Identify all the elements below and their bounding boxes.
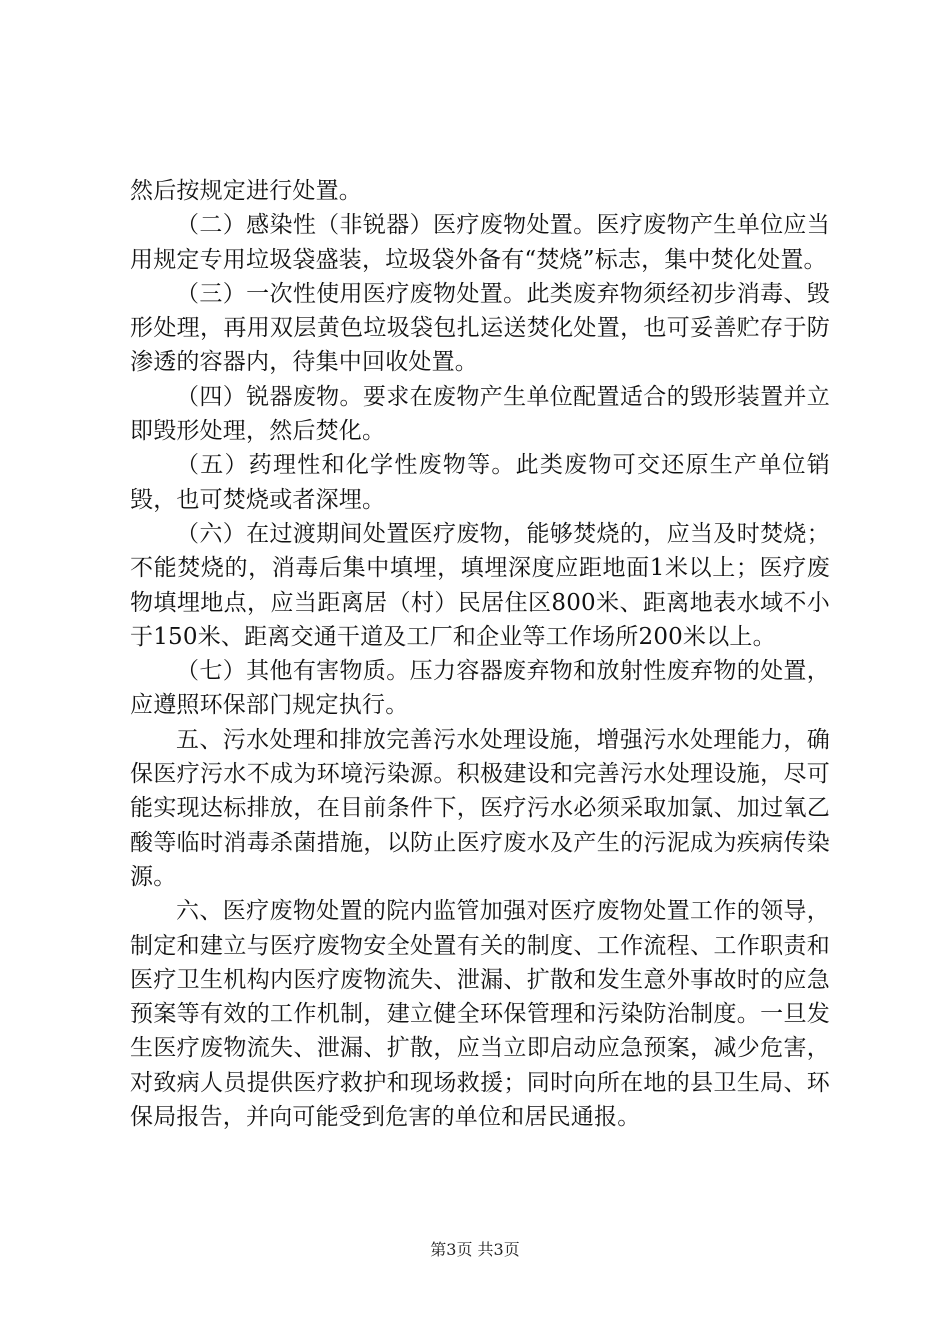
paragraph-hazardous-materials: （七）其他有害物质。压力容器废弃物和放射性废弃物的处置，应遵照环保部门规定执行。 [130,658,830,719]
document-body [130,174,830,1134]
paragraph-sewage-treatment: 五、污水处理和排放完善污水处理设施，增强污水处理能力，确保医疗污水不成为环境污染源。积极建设和完善污水处理设施，尽可能实现达标排放，在目前条件下，医疗污水必须采取加氯、加过氧乙酸等临时消毒杀菌措施，以防止医疗废水及产生的污泥成为疾病传染源。 [130,726,830,890]
page-footer: 第3页 共3页 [430,1240,520,1259]
paragraph-sharps-waste: （四）锐器废物。要求在废物产生单位配置适合的毁形装置并立即毁形处理，然后焚化。 [130,383,830,445]
paragraph-disposable-waste: （三）一次性使用医疗废物处置。此类废弃物须经初步消毒、毁形处理，再用双层黄色垃圾袋包扎运送焚化处置，也可妥善贮存于防渗透的容器内，待集中回收处置。 [130,280,830,376]
paragraph-transition-disposal: （六）在过渡期间处置医疗废物，能够焚烧的，应当及时焚烧；不能焚烧的，消毒后集中填埋，填埋深度应距地面1米以上；医疗废物填埋地点，应当距离居（村）民居住区800米、距离地表水域不小于150米、距离交通干道及工厂和企业等工作场所200米以上。 [130,520,830,650]
paragraph-internal-supervision: 六、医疗废物处置的院内监管加强对医疗废物处置工作的领导，制定和建立与医疗废物安全处置有关的制度、工作流程、工作职责和医疗卫生机构内医疗废物流失、泄漏、扩散和发生意外事故时的应急预案等有效的工作机制，建立健全环保管理和污染防治制度。一旦发生医疗废物流失、泄漏、扩散，应当立即启动应急预案，减少危害，对致病人员提供医疗救护和现场救援；同时向所在地的县卫生局、环保局报告，并向可能受到危害的单位和居民通报。 [130,898,830,1131]
paragraph-chemical-waste: （五）药理性和化学性废物等。此类废物可交还原生产单位销毁，也可焚烧或者深埋。 [130,452,830,513]
paragraph-continuation: 然后按规定进行处置。 [130,178,362,204]
paragraph-infectious-waste: （二）感染性（非锐器）医疗废物处置。医疗废物产生单位应当用规定专用垃圾袋盛装，垃圾袋外备有“焚烧”标志，集中焚化处置。 [130,212,830,273]
